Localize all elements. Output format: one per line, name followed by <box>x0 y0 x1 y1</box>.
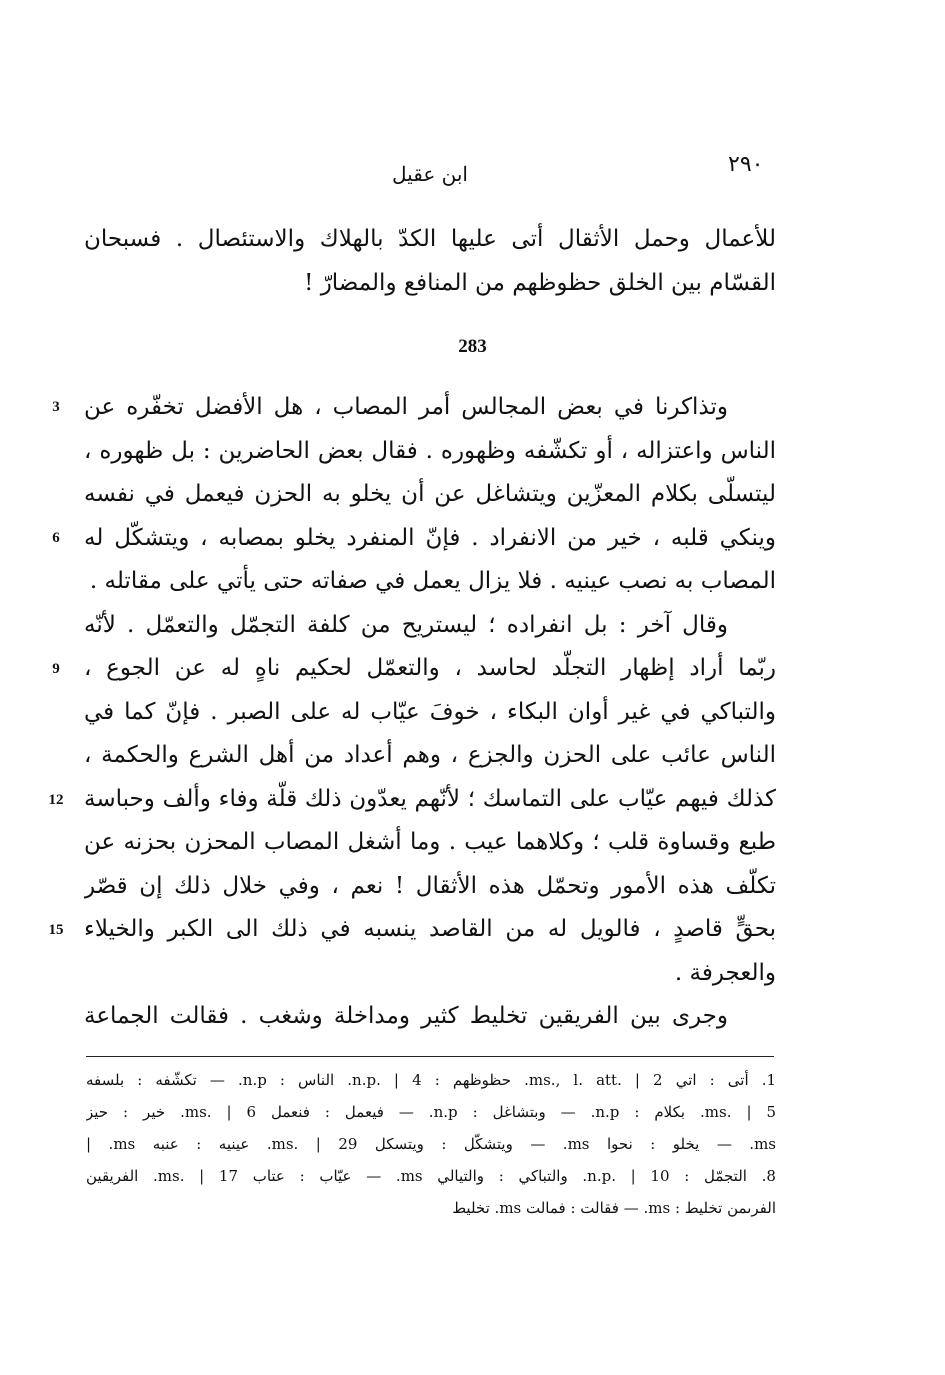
section-body <box>84 386 776 1039</box>
line-number: 3 <box>52 399 60 415</box>
text-line: طبع وقساوة قلب ؛ وكلاهما عيب . وما أشغل المصاب المحزن بحزنه عن <box>84 829 776 855</box>
section-number: 283 <box>458 336 487 357</box>
page-number: ٢٩٠ <box>728 152 764 177</box>
footnote-line: 8. التجمّل : n.p. | 10. والتباكي : والتيالي ms. — عيّاب : عتاب ms. | 17. الفريقين <box>86 1167 776 1185</box>
text-line: بحقٍّ قاصدٍ ، فالويل له من القاصد ينسبه في ذلك الى الكبر والخيلاء <box>84 916 776 942</box>
text-line: وتذاكرنا في بعض المجالس أمر المصاب ، هل الأفضل تخفّره عن <box>84 394 728 420</box>
text-line: كذلك فيهم عيّاب على التماسك ؛ لأنّهم يعدّون ذلك قلّة وفاء وألف وحباسة <box>84 785 776 812</box>
line-number: 9 <box>52 661 60 677</box>
footnote-line: ms. | 5. بكلام : n.p. — وبتشاغل : n.p. — فيعمل : فنعمل ms. | 6. خير : حيز <box>86 1103 776 1121</box>
previous-section-text <box>84 218 776 305</box>
text-line: الناس عائب على الحزن والجزع ، وهم أعداد من أهل الشرع والحكمة ، <box>84 742 776 768</box>
text-line: والعجرفة . <box>674 959 776 986</box>
line-number: 6 <box>52 530 60 546</box>
footnote-line: الفرىمن تخليط : ms. — فقالت : فمالت ms. تخليط <box>452 1199 776 1217</box>
text-line: ربّما أراد إظهار التجلّد لحاسد ، والتعمّل لحكيم ناهٍ له عن الجوع ، <box>84 655 776 681</box>
text-line: المصاب به نصب عينيه . فلا يزال يعمل في صفاته حتى يأتي على مقاتله . <box>89 568 776 594</box>
footnotes <box>86 1064 776 1224</box>
text-line: للأعمال وحمل الأثقال أتى عليها الكدّ بالهلاك والاستئصال . فسبحان <box>84 226 776 252</box>
footnote-line: ms. — يخلو : نحوا ms. — ويتشكّل : ويتسكل ms. | 29. عينيه : عنبه ms. | <box>86 1135 776 1153</box>
text-line: وجرى بين الفريقين تخليط كثير ومداخلة وشغب . فقالت الجماعة <box>84 1003 728 1029</box>
footnote-line: 1. أتى : اتي ms., l. att. | 2. حظوظهم : n.p. | 4. الناس : n.p. — تكشّفه : بلسفه <box>86 1071 776 1089</box>
running-head: ابن عقيل <box>392 162 468 186</box>
text-line: وينكي قلبه ، خير من الانفراد . فإنّ المنفرد يخلو بمصابه ، ويتشكّل له <box>84 524 776 551</box>
text-line: ليتسلّى بكلام المعزّين ويتشاغل عن أن يخلو به الحزن فيعمل في نفسه <box>84 481 776 507</box>
text-line: الناس واعتزاله ، أو تكشّفه وظهوره . فقال بعض الحاضرين : بل ظهوره ، <box>84 437 776 464</box>
line-number: 15 <box>48 922 64 938</box>
text-line: تكلّف هذه الأمور وتحمّل هذه الأثقال ! نعم ، وفي خلال ذلك إن قصّر <box>84 872 776 899</box>
text-line: وقال آخر : بل انفراده ؛ ليستريح من كلفة التجمّل والتعمّل . لأنّه <box>84 611 728 638</box>
footnote-rule <box>86 1056 774 1057</box>
text-line: القسّام بين الخلق حظوظهم من المنافع والمضارّ ! <box>304 269 776 296</box>
line-number: 12 <box>48 792 64 808</box>
text-line: والتباكي في غير أوان البكاء ، خوفَ عيّاب له على الصبر . فإنّ كما في <box>84 698 776 725</box>
